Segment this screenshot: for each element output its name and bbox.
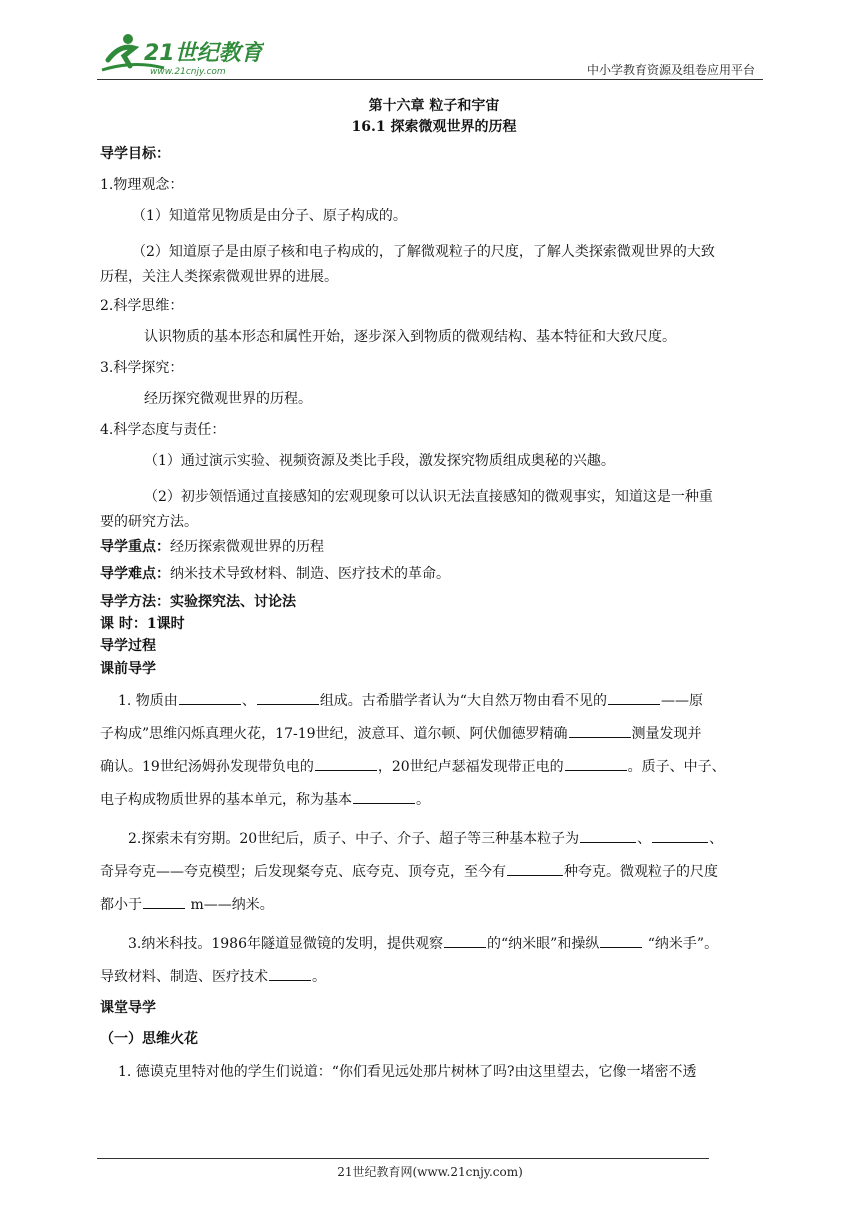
goal-3-title: 3.科学探究：	[100, 360, 184, 376]
footer-text: 21世纪教育网(www.21cnjy.com)	[337, 1165, 523, 1179]
goal-1-title: 1.物理观念：	[100, 177, 184, 193]
blank[interactable]	[315, 756, 377, 771]
blank[interactable]	[269, 966, 311, 981]
document-body	[100, 96, 764, 1088]
blank[interactable]	[569, 723, 631, 738]
process-heading: 导学过程	[100, 638, 156, 654]
blank[interactable]	[580, 828, 636, 843]
goal-1-a: （1）知道常见物质是由分子、原子构成的。	[132, 208, 407, 224]
question-2-line1: 2.探索未有穷期。20世纪后，质子、中子、介子、超子等三种基本粒子为 、 、	[128, 823, 764, 856]
goal-1-b-line1: （2）知道原子是由原子核和电子构成的，了解微观粒子的尺度，了解人类探索微观世界的大致	[132, 244, 715, 260]
blank[interactable]	[565, 756, 627, 771]
question-2-line3: 都小于 m——纳米。	[100, 889, 764, 922]
class-question-1: 1. 德谟克里特对他的学生们说道：“你们看见远处那片树林了吗?由这里望去，它像一堵密不透	[118, 1064, 697, 1080]
header-rule	[97, 79, 763, 80]
subsection-1-heading: （一）思维火花	[100, 1031, 198, 1047]
platform-name: 中小学教育资源及组卷应用平台	[586, 63, 755, 77]
goal-3-a: 经历探究微观世界的历程。	[144, 391, 312, 407]
goal-1-b-line2: 历程，关注人类探索微观世界的进展。	[100, 269, 338, 285]
logo	[94, 30, 264, 78]
blank[interactable]	[179, 690, 241, 705]
blank[interactable]	[652, 828, 708, 843]
goal-4-a: （1）通过演示实验、视频资源及类比手段，激发探究物质组成奥秘的兴趣。	[144, 453, 615, 469]
question-3-line1: 3.纳米科技。1986年隧道显微镜的发明，提供观察 的“纳米眼”和操纵 “纳米手”。	[128, 928, 764, 961]
svg-text:www.21cnjy.com: www.21cnjy.com	[150, 67, 226, 77]
goal-2-title: 2.科学思维：	[100, 298, 184, 314]
blank[interactable]	[143, 894, 185, 909]
goal-4-title: 4.科学态度与责任：	[100, 422, 226, 438]
blank[interactable]	[507, 861, 563, 876]
question-2-line2: 奇异夸克——夸克模型；后发现粲夸克、底夸克、顶夸克，至今有 种夸克。微观粒子的尺度	[100, 856, 764, 889]
method: 导学方法：实验探究法、讨论法	[100, 594, 296, 610]
question-1-line1: 1. 物质由 、 组成。古希腊学者认为“大自然万物由看不见的 ——原	[118, 685, 764, 718]
blank[interactable]	[444, 933, 486, 948]
question-3-line2: 导致材料、制造、医疗技术 。	[100, 961, 764, 994]
difficulty-text: 纳米技术导致材料、制造、医疗技术的革命。	[170, 566, 450, 582]
runner-logo-icon	[94, 30, 264, 78]
blank[interactable]	[353, 789, 415, 804]
goals-heading: 导学目标：	[100, 146, 170, 162]
svg-text:21世纪教育: 21世纪教育	[144, 41, 263, 66]
blank[interactable]	[600, 933, 642, 948]
question-1-line3: 确认。19世纪汤姆孙发现带负电的 ，20世纪卢瑟福发现带正电的 。质子、中子、	[100, 751, 764, 784]
chapter-title: 第十六章 粒子和宇宙	[368, 98, 500, 114]
blank[interactable]	[257, 690, 319, 705]
goal-4-b-line1: （2）初步领悟通过直接感知的宏观现象可以认识无法直接感知的微观事实，知道这是一种重	[144, 489, 713, 505]
section-title: 16.1 探索微观世界的历程	[351, 119, 517, 135]
question-1-line2: 子构成”思维闪烁真理火花，17-19世纪，波意耳、道尔顿、阿伏伽德罗精确 测量发现并	[100, 718, 764, 751]
goal-4-b-line2: 要的研究方法。	[100, 514, 198, 530]
in-class-heading: 课堂导学	[100, 1000, 156, 1016]
goal-2-a: 认识物质的基本形态和属性开始，逐步深入到物质的微观结构、基本特征和大致尺度。	[144, 329, 676, 345]
period: 课 时：1课时	[100, 616, 185, 632]
pre-class-heading: 课前导学	[100, 661, 156, 677]
difficulty-label: 导学难点：	[100, 566, 170, 582]
blank[interactable]	[608, 690, 660, 705]
footer-rule	[97, 1158, 709, 1159]
key-text: 经历探索微观世界的历程	[170, 539, 324, 555]
key-label: 导学重点：	[100, 539, 170, 555]
question-1-line4: 电子构成物质世界的基本单元，称为基本 。	[100, 784, 764, 817]
